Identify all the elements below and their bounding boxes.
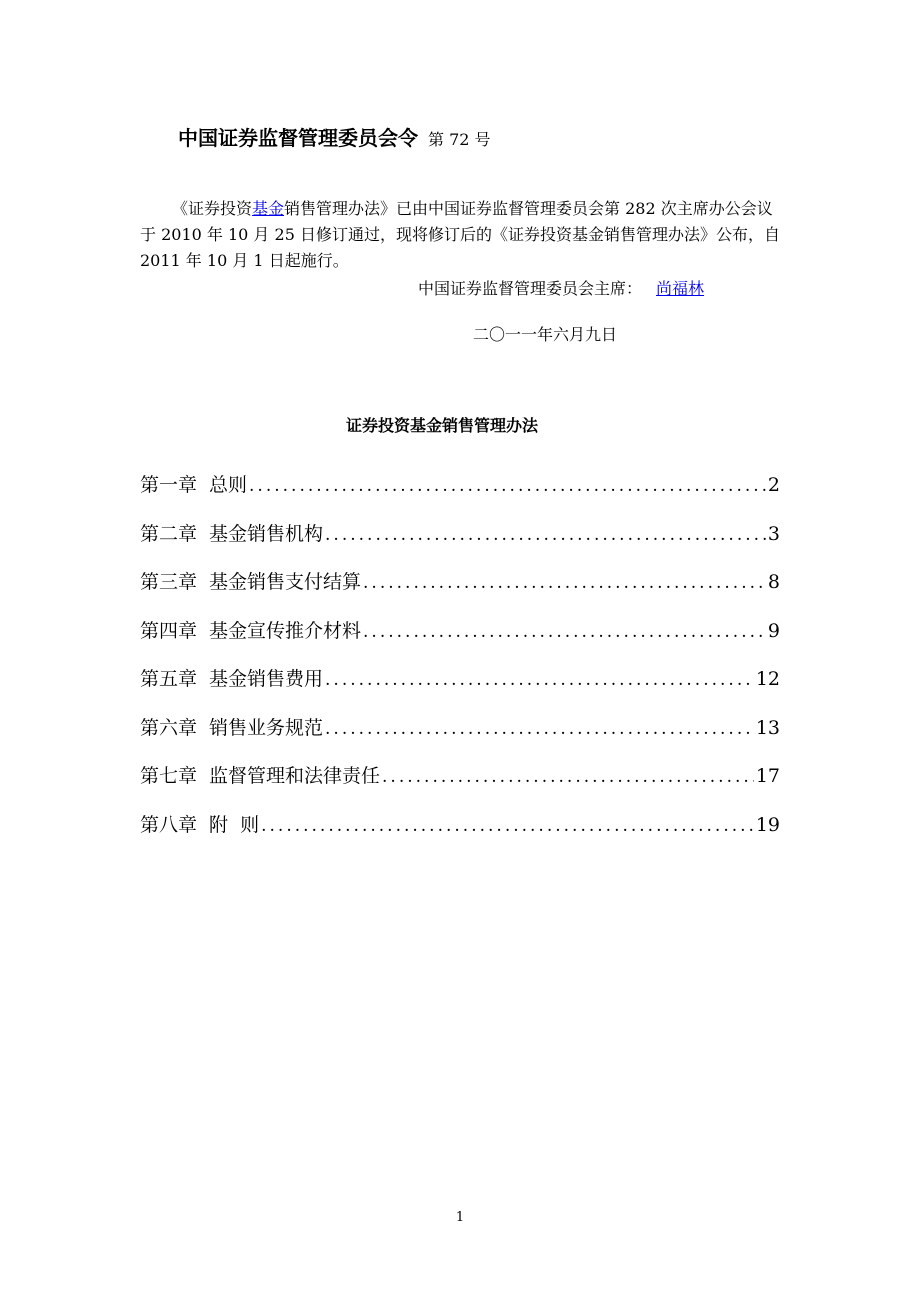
toc-page-number: 2 [767,474,780,496]
order-number: 第 72 号 [428,130,491,149]
toc-chapter-name: 基金销售费用 [209,668,324,690]
intro-paragraph [140,196,782,274]
toc-dot-leader [325,719,754,739]
toc-page-number: 9 [767,619,780,642]
toc-entry[interactable] [140,567,780,616]
chairman-link[interactable]: 尚福林 [656,279,705,298]
toc-entry[interactable] [140,664,780,713]
document-title: 证券投资基金销售管理办法 [345,416,538,435]
toc-entry[interactable] [140,713,780,762]
toc-chapter-name: 总则 [209,474,248,496]
toc-chapter-name: 基金宣传推介材料 [209,619,362,642]
toc-chapter-name: 监督管理和法律责任 [209,765,381,787]
toc-chapter-name: 基金销售支付结算 [209,571,362,593]
table-of-contents [140,470,780,858]
toc-chapter-number: 第二章 [140,522,198,545]
toc-entry[interactable] [140,616,780,665]
toc-dot-leader [363,622,766,642]
toc-page-number: 13 [755,716,780,739]
page-number: 1 [455,1210,465,1225]
order-heading [178,122,491,151]
signature-line [418,276,704,299]
toc-entry[interactable] [140,519,780,568]
issue-date: 二〇一一年六月九日 [473,325,618,344]
toc-dot-leader [325,525,766,545]
toc-entry[interactable] [140,470,780,519]
toc-entry[interactable] [140,810,780,859]
toc-dot-leader [249,476,766,496]
toc-chapter-number: 第三章 [140,571,198,593]
toc-dot-leader [363,573,766,593]
toc-page-number: 17 [755,765,780,787]
toc-chapter-name: 销售业务规范 [209,716,324,739]
toc-dot-leader [382,767,754,787]
order-title: 中国证券监督管理委员会令 [178,126,418,150]
fund-link[interactable]: 基金 [252,199,285,218]
toc-chapter-name: 附 则 [209,813,260,836]
toc-chapter-number: 第五章 [140,668,198,690]
toc-page-number: 19 [755,813,780,836]
toc-chapter-number: 第一章 [140,474,198,496]
toc-chapter-number: 第四章 [140,619,198,642]
toc-page-number: 12 [755,668,780,690]
toc-chapter-name: 基金销售机构 [209,522,324,545]
toc-chapter-number: 第六章 [140,716,198,739]
toc-chapter-number: 第八章 [140,813,198,836]
toc-page-number: 8 [767,571,780,593]
intro-text-rest: 销售管理办法》已由中国证券监督管理委员会第 282 次主席办公会议于 2010 年 10 月 25 日修订通过，现将修订后的《证券投资基金销售管理办法》公布，自 2011 年 10 月 1 日起施行。 [140,199,780,270]
intro-text-start: 《证券投资 [172,199,253,218]
toc-dot-leader [261,816,754,836]
toc-chapter-number: 第七章 [140,765,198,787]
toc-entry[interactable] [140,761,780,810]
signature-label: 中国证券监督管理委员会主席： [418,279,643,298]
toc-dot-leader [325,670,754,690]
toc-page-number: 3 [767,522,780,545]
